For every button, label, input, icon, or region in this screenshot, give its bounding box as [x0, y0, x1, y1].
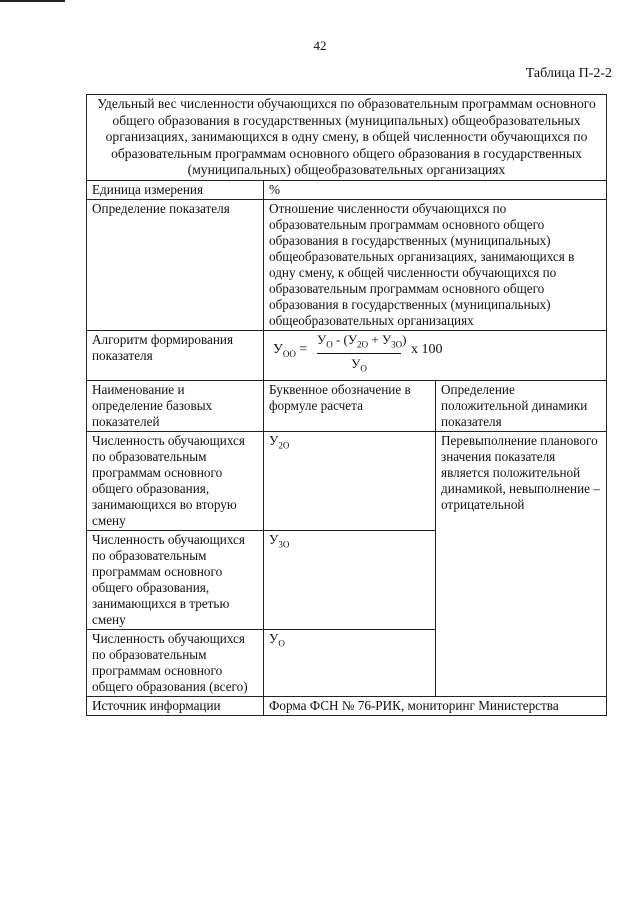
- header-row: [87, 380, 607, 431]
- positive-dynamics-definition: Перевыполнение планового значения показателя является положительной динамикой, невыполнение – отрицательной: [436, 431, 607, 696]
- header-dynamics: Определение положительной динамики показателя: [436, 380, 607, 431]
- definition-row: [87, 199, 607, 330]
- definition-value: Отношение численности обучающихся по образовательным программам основного общего образования в государственных (муниципальных) общеобразовательных организациях, занимающихся в одну смену, к общей численности обучающихся по образовательным программам основного общего образования в государственных (муниципальных) общеобразовательных организациях: [264, 199, 607, 330]
- formula-numerator: $У_О - (У_{2О} + У_{3О})$: [317, 331, 407, 350]
- formula-lhs: $У_{ОО}$ =: [273, 341, 308, 359]
- unit-label: Единица измерения: [87, 180, 264, 199]
- formula-fraction: [317, 331, 407, 377]
- header-symbol: Буквенное обозначение в формуле расчета: [264, 380, 436, 431]
- algorithm-formula-cell: [264, 330, 607, 380]
- base-indicator-name: Численность обучающихся по образовательным программам основного общего образования, занимающихся во вторую смену: [87, 431, 264, 530]
- algorithm-row: [87, 330, 607, 380]
- base-indicator-name: Численность обучающихся по образовательным программам основного общего образования, занимающихся в третью смену: [87, 530, 264, 629]
- algorithm-label: Алгоритм формирования показателя: [87, 330, 264, 380]
- unit-value: %: [264, 180, 607, 199]
- base-indicator-symbol: $У_{3О}$: [264, 530, 436, 629]
- header-name: Наименование и определение базовых показателей: [87, 380, 264, 431]
- base-indicator-name: Численность обучающихся по образовательным программам основного общего образования (всего): [87, 629, 264, 696]
- caption-row: [87, 95, 607, 181]
- source-label: Источник информации: [87, 696, 264, 715]
- source-value: Форма ФСН № 76-РИК, мониторинг Министерства: [264, 696, 607, 715]
- base-indicator-symbol: $У_{2О}$: [264, 431, 436, 530]
- table-label: Таблица П-2-2: [525, 66, 612, 81]
- page-number: 42: [313, 38, 327, 53]
- base-indicator-row: [87, 431, 607, 530]
- source-row: [87, 696, 607, 715]
- fraction-bar: [317, 353, 401, 354]
- formula: [269, 332, 601, 376]
- indicator-table: [86, 94, 607, 716]
- formula-denominator: $У_О$: [351, 356, 367, 374]
- unit-row: [87, 180, 607, 199]
- table-caption: Удельный вес численности обучающихся по образовательным программам основного общего образования в государственных (муниципальных) общеобразовательных организациях, занимающихся в одну смену, в общей численности обучающихся по образовательным программам основного общего образования в государственных (муниципальных) общеобразовательных организациях: [87, 95, 607, 181]
- top-rule: [0, 0, 65, 2]
- base-indicator-symbol: $У_О$: [264, 629, 436, 696]
- definition-label: Определение показателя: [87, 199, 264, 330]
- formula-multiplier: x 100: [411, 341, 443, 357]
